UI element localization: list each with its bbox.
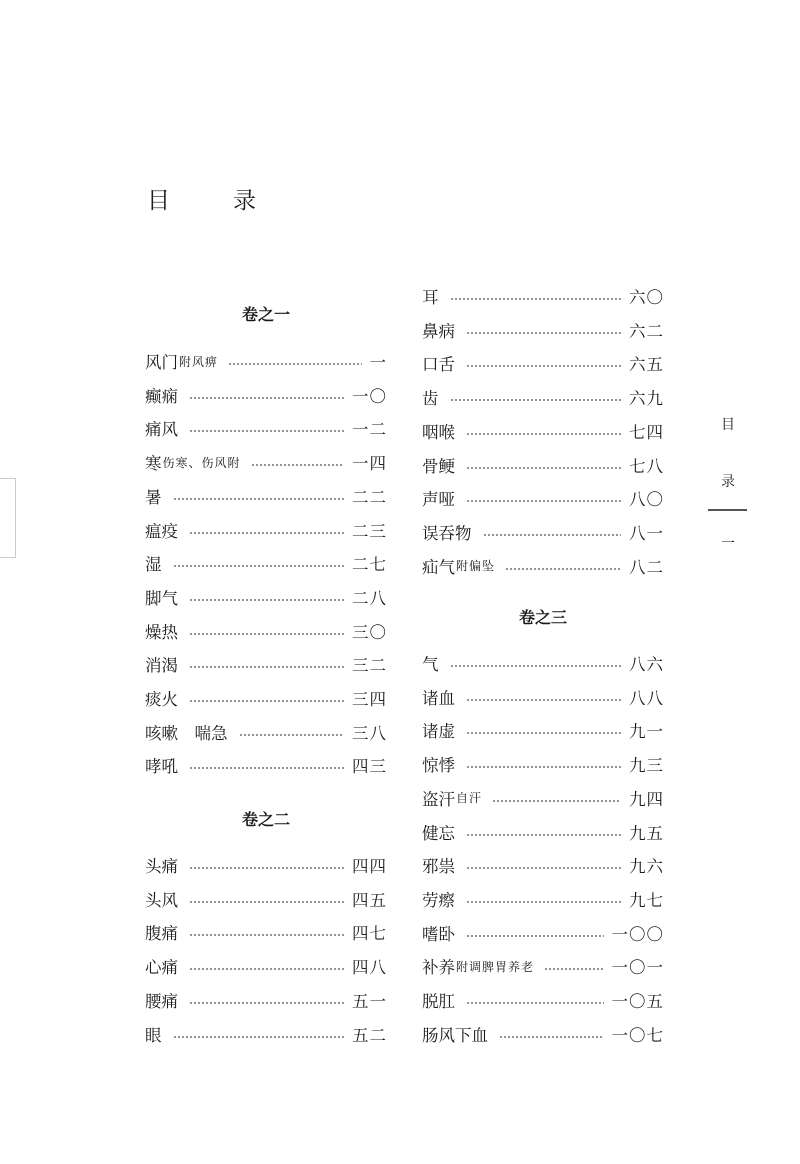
- toc-entry[interactable]: [422, 351, 664, 375]
- dot-leader: [466, 901, 621, 903]
- entry-page: 二二: [352, 487, 387, 507]
- toc-entry[interactable]: [422, 685, 664, 709]
- toc-entry[interactable]: [145, 450, 387, 474]
- dot-leader: [173, 1036, 345, 1038]
- entry-page: 八六: [629, 655, 664, 674]
- entry-page: 三四: [352, 690, 387, 709]
- entry-title: 风门: [145, 353, 178, 372]
- entry-page: 三二: [352, 656, 387, 676]
- entry-page: 八一: [629, 523, 664, 543]
- entry-page: 八二: [629, 557, 664, 577]
- entry-page: 一〇: [352, 386, 387, 406]
- entry-page: 七四: [629, 422, 664, 442]
- toc-entry[interactable]: [145, 853, 387, 877]
- entry-title: 声哑: [422, 490, 455, 510]
- dot-leader: [189, 767, 344, 769]
- toc-entry[interactable]: [145, 585, 387, 609]
- entry-page: 九一: [629, 722, 664, 742]
- dot-leader: [466, 332, 621, 334]
- dot-leader: [189, 599, 344, 601]
- entry-page: 三八: [352, 723, 387, 743]
- entry-title: 惊悸: [422, 756, 455, 776]
- entry-page: 五一: [352, 991, 387, 1011]
- entry-title: 头痛: [145, 857, 178, 876]
- entry-page: 八〇: [629, 490, 664, 510]
- dot-leader: [239, 734, 345, 736]
- entry-title: 眼: [145, 1025, 162, 1045]
- entry-title: 诸血: [422, 688, 455, 708]
- dot-leader: [173, 498, 345, 500]
- toc-entry[interactable]: [422, 554, 664, 578]
- entry-title: 消渴: [145, 656, 178, 676]
- entry-page: 一〇七: [611, 1025, 664, 1045]
- running-head-char-2: 录: [721, 474, 735, 490]
- toc-entry[interactable]: [145, 416, 387, 440]
- entry-page: 九四: [629, 789, 664, 809]
- toc-entry[interactable]: [422, 284, 664, 308]
- page-number: 一: [721, 536, 735, 552]
- dot-leader: [466, 500, 621, 502]
- toc-entry[interactable]: [422, 820, 664, 844]
- entry-note: 附风痹: [179, 354, 219, 369]
- entry-title: 诸虚: [422, 722, 455, 742]
- entry-page: 二七: [352, 555, 387, 575]
- toc-entry[interactable]: [422, 651, 664, 675]
- toc-entry[interactable]: [422, 887, 664, 911]
- toc-entry[interactable]: [145, 518, 387, 542]
- page-edge-tab: [0, 478, 16, 558]
- dot-leader: [189, 430, 344, 432]
- page-title: 目 录: [147, 188, 276, 214]
- entry-title: 暑: [145, 487, 162, 507]
- toc-entry[interactable]: [422, 954, 664, 978]
- entry-title: 燥热: [145, 622, 178, 642]
- toc-entry[interactable]: [145, 383, 387, 407]
- entry-page: 一〇五: [611, 992, 664, 1011]
- entry-title: 肠风下血: [422, 1025, 488, 1045]
- toc-entry[interactable]: [145, 686, 387, 710]
- dot-leader: [189, 1002, 344, 1004]
- toc-entry[interactable]: [145, 652, 387, 676]
- dot-leader: [466, 867, 621, 869]
- running-head-char-1: 目: [721, 417, 735, 433]
- volume-heading: 卷之二: [241, 810, 290, 829]
- entry-title: 邪祟: [422, 857, 455, 877]
- entry-title: 脱肛: [422, 992, 455, 1011]
- entry-page: 四八: [352, 958, 387, 978]
- toc-entry[interactable]: [422, 520, 664, 544]
- entry-note: 伤寒、伤风附: [162, 455, 241, 470]
- toc-entry[interactable]: [422, 853, 664, 877]
- toc-entry[interactable]: [145, 988, 387, 1012]
- toc-entry[interactable]: [145, 954, 387, 978]
- entry-page: 四四: [352, 857, 387, 876]
- dot-leader: [173, 565, 345, 567]
- dot-leader: [466, 433, 621, 435]
- dot-leader: [466, 1002, 604, 1004]
- dot-leader: [251, 464, 344, 466]
- running-head-divider: [708, 509, 747, 511]
- entry-title: 瘟疫: [145, 521, 178, 541]
- volume-heading: 卷之三: [518, 608, 567, 627]
- entry-title: 盗汗: [422, 789, 455, 809]
- entry-page: 五二: [352, 1025, 387, 1045]
- toc-entry[interactable]: [422, 486, 664, 510]
- entry-page: 一〇一: [611, 958, 664, 978]
- toc-entry[interactable]: [145, 484, 387, 508]
- dot-leader: [492, 800, 621, 802]
- dot-leader: [228, 363, 361, 365]
- entry-title: 误吞物: [422, 523, 472, 543]
- toc-entry[interactable]: [422, 718, 664, 742]
- entry-title: 头风: [145, 890, 178, 910]
- toc-entry[interactable]: [422, 419, 664, 443]
- entry-title: 湿: [145, 555, 162, 575]
- entry-title: 哮吼: [145, 757, 178, 777]
- dot-leader: [189, 397, 344, 399]
- entry-page: 八八: [629, 688, 664, 708]
- dot-leader: [450, 298, 622, 300]
- entry-title: 骨鲠: [422, 456, 455, 476]
- entry-title: 癫痫: [145, 386, 178, 406]
- toc-entry[interactable]: [145, 920, 387, 944]
- entry-page: 九五: [629, 823, 664, 843]
- toc-entry[interactable]: [422, 453, 664, 477]
- entry-title: 痰火: [145, 690, 178, 709]
- entry-title: 咳嗽 喘急: [145, 723, 228, 743]
- toc-entry[interactable]: [422, 318, 664, 342]
- entry-page: 六五: [629, 355, 664, 375]
- entry-note: 自汗: [456, 791, 483, 806]
- dot-leader: [450, 665, 622, 667]
- entry-title: 脚气: [145, 588, 178, 608]
- entry-page: 一二: [352, 420, 387, 440]
- entry-title: 气: [422, 655, 439, 674]
- entry-page: 二三: [352, 521, 387, 541]
- toc-entry[interactable]: [145, 619, 387, 643]
- entry-title: 痛风: [145, 420, 178, 440]
- dot-leader: [466, 766, 621, 768]
- entry-title: 齿: [422, 389, 439, 409]
- entry-title: 心痛: [145, 958, 178, 978]
- entry-title: 鼻病: [422, 321, 455, 341]
- dot-leader: [450, 399, 622, 401]
- entry-page: 六〇: [629, 288, 664, 307]
- dot-leader: [466, 699, 621, 701]
- toc-entry[interactable]: [145, 1022, 387, 1046]
- entry-page: 九三: [629, 756, 664, 776]
- entry-page: 四七: [352, 924, 387, 944]
- dot-leader: [499, 1036, 604, 1038]
- dot-leader: [466, 732, 621, 734]
- entry-title: 腹痛: [145, 924, 178, 944]
- dot-leader: [189, 700, 344, 702]
- dot-leader: [505, 568, 621, 570]
- toc-entry[interactable]: [145, 720, 387, 744]
- dot-leader: [466, 834, 621, 836]
- toc-entry[interactable]: [145, 887, 387, 911]
- volume-heading: 卷之一: [241, 305, 290, 324]
- toc-entry[interactable]: [145, 349, 387, 373]
- dot-leader: [544, 968, 603, 970]
- dot-leader: [466, 365, 621, 367]
- toc-entry[interactable]: [422, 921, 664, 945]
- dot-leader: [189, 934, 344, 936]
- dot-leader: [466, 935, 604, 937]
- entry-title: 疝气: [422, 557, 455, 577]
- entry-page: 三〇: [352, 622, 387, 642]
- entry-title: 寒: [145, 454, 162, 474]
- entry-note: 附偏坠: [456, 559, 496, 574]
- dot-leader: [189, 901, 344, 903]
- entry-title: 耳: [422, 288, 439, 307]
- entry-title: 嗜卧: [422, 924, 455, 944]
- dot-leader: [189, 968, 344, 970]
- entry-page: 六二: [629, 321, 664, 341]
- entry-page: 四五: [352, 890, 387, 910]
- entry-page: 九六: [629, 857, 664, 877]
- entry-page: 七八: [629, 456, 664, 476]
- toc-entry[interactable]: [145, 551, 387, 575]
- toc-entry[interactable]: [145, 753, 387, 777]
- dot-leader: [189, 633, 344, 635]
- dot-leader: [483, 534, 622, 536]
- dot-leader: [189, 666, 344, 668]
- dot-leader: [189, 867, 344, 869]
- toc-entry[interactable]: [422, 988, 664, 1012]
- entry-title: 健忘: [422, 823, 455, 843]
- entry-title: 口舌: [422, 355, 455, 375]
- toc-entry[interactable]: [422, 786, 664, 810]
- toc-entry[interactable]: [422, 752, 664, 776]
- entry-page: 一: [369, 353, 387, 372]
- entry-page: 一四: [352, 454, 387, 474]
- dot-leader: [189, 532, 344, 534]
- dot-leader: [466, 467, 621, 469]
- toc-entry[interactable]: [422, 1022, 664, 1046]
- entry-title: 腰痛: [145, 991, 178, 1011]
- entry-page: 九七: [629, 890, 664, 910]
- entry-page: 六九: [629, 389, 664, 409]
- toc-entry[interactable]: [422, 385, 664, 409]
- entry-page: 一〇〇: [611, 924, 664, 944]
- entry-page: 二八: [352, 588, 387, 608]
- entry-note: 附调脾胃养老: [456, 959, 535, 974]
- entry-title: 补养: [422, 958, 455, 978]
- entry-title: 咽喉: [422, 422, 455, 442]
- entry-page: 四三: [352, 757, 387, 777]
- entry-title: 劳瘵: [422, 890, 455, 910]
